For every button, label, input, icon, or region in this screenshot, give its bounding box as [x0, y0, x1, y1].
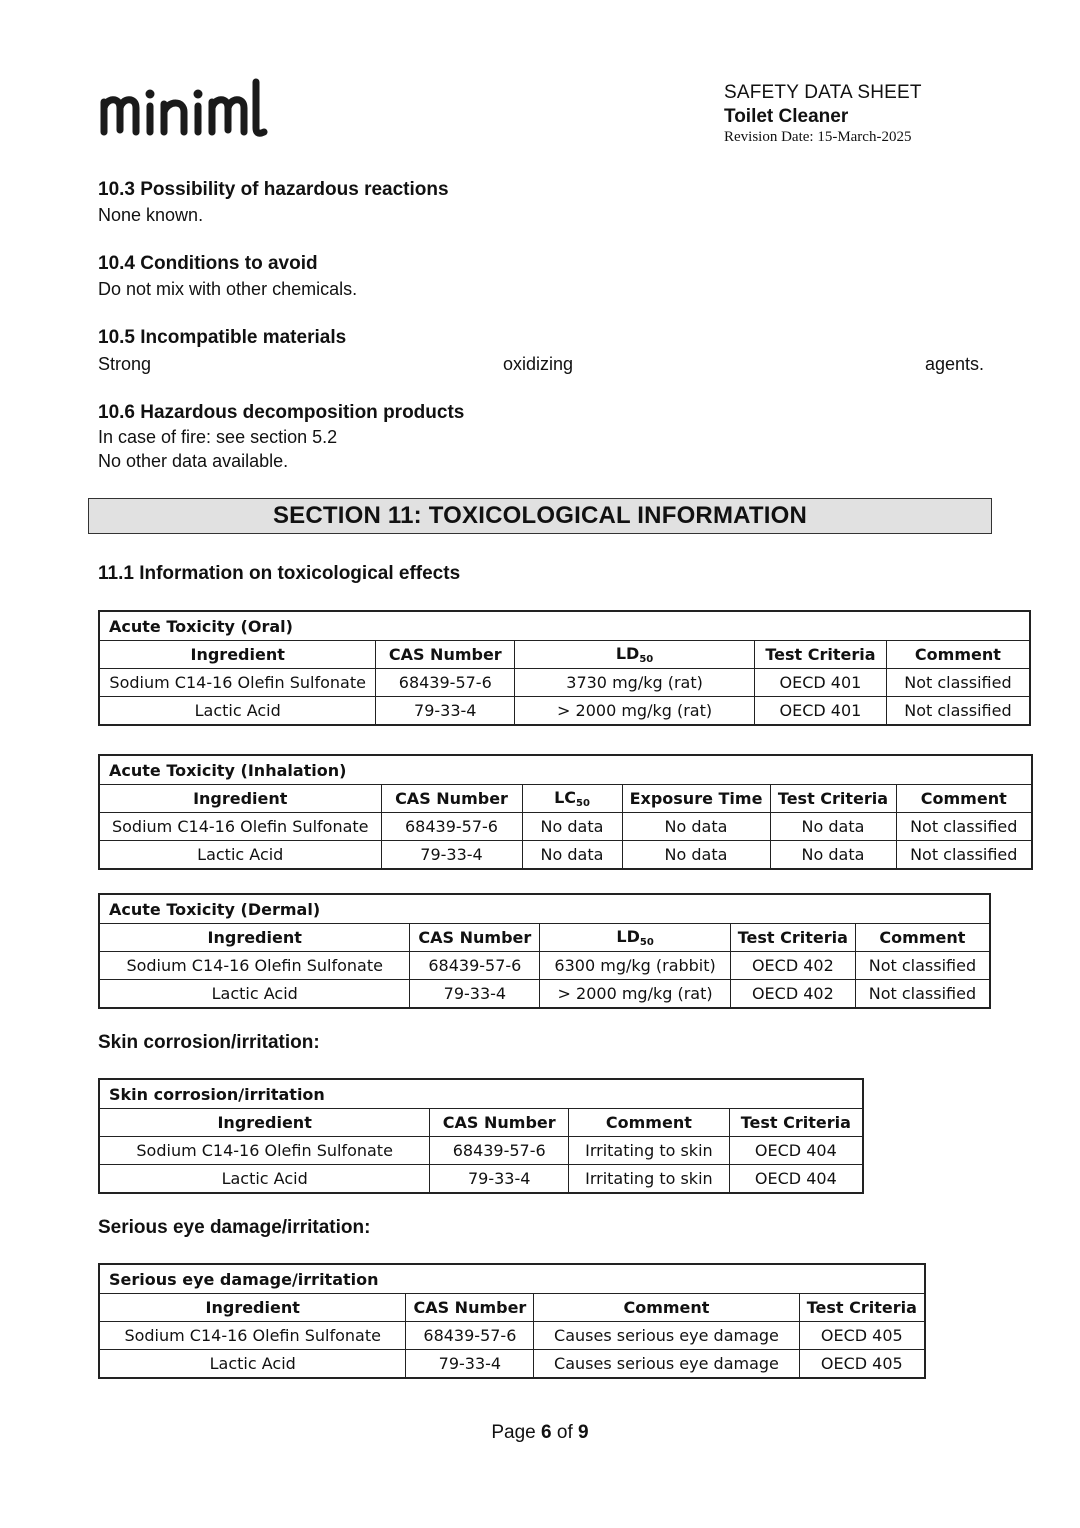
- table-cell: 79-33-4: [376, 697, 515, 726]
- text-10-6-line1: In case of fire: see section 5.2: [98, 427, 338, 447]
- table-cell: Not classified: [886, 697, 1030, 726]
- column-header: Exposure Time: [622, 785, 770, 813]
- table-cell: Sodium C14-16 Olefin Sulfonate: [99, 813, 381, 841]
- column-header-lc50: $LC_{50}$: [522, 785, 622, 813]
- table-caption: Serious eye damage/irritation: [99, 1264, 925, 1294]
- table-cell: 79-33-4: [430, 1165, 569, 1194]
- text-10-4: Do not mix with other chemicals.: [98, 279, 358, 299]
- heading-11-1: 11.1 Information on toxicological effects: [98, 563, 461, 584]
- text-10-5-word: oxidizing: [502, 354, 574, 374]
- table-cell: No data: [522, 841, 622, 870]
- table-cell: Irritating to skin: [569, 1137, 730, 1165]
- table-cell: Not classified: [896, 813, 1032, 841]
- table-header-row: [99, 785, 1032, 813]
- column-header: Test Criteria: [730, 924, 855, 952]
- table-cell: No data: [622, 841, 770, 870]
- table-cell: Sodium C14-16 Olefin Sulfonate: [99, 952, 410, 980]
- table-eye-damage: [98, 1263, 926, 1379]
- table-row: [99, 1165, 863, 1194]
- table-cell: Lactic Acid: [99, 841, 381, 870]
- column-header: Ingredient: [99, 785, 381, 813]
- table-cell: 79-33-4: [410, 980, 540, 1009]
- table-cell: > 2000 mg/kg (rat): [540, 980, 731, 1009]
- column-header: Test Criteria: [754, 641, 886, 669]
- table-acute-oral: [98, 610, 1031, 726]
- table-cell: Lactic Acid: [99, 1350, 406, 1379]
- table-header-row: [99, 924, 990, 952]
- table-row: [99, 1350, 925, 1379]
- table-cell: 68439-57-6: [376, 669, 515, 697]
- column-header: Ingredient: [99, 1109, 430, 1137]
- table-row: [99, 1322, 925, 1350]
- table-cell: 79-33-4: [406, 1350, 534, 1379]
- table-cell: No data: [770, 813, 896, 841]
- column-header: Test Criteria: [799, 1294, 925, 1322]
- table-cell: Irritating to skin: [569, 1165, 730, 1194]
- text-10-5-word: agents.: [924, 354, 984, 374]
- text-10-5-word: Strong: [98, 354, 152, 374]
- table-cell: Sodium C14-16 Olefin Sulfonate: [99, 1137, 430, 1165]
- table-cell: No data: [522, 813, 622, 841]
- table-acute-inhalation: [98, 754, 1033, 870]
- table-cell: Not classified: [855, 952, 990, 980]
- table-row: [99, 841, 1032, 870]
- column-header: Ingredient: [99, 641, 376, 669]
- table-header-row: [99, 1294, 925, 1322]
- column-header: Test Criteria: [770, 785, 896, 813]
- table-row: [99, 952, 990, 980]
- table-cell: No data: [770, 841, 896, 870]
- column-header: Comment: [886, 641, 1030, 669]
- table-cell: Not classified: [886, 669, 1030, 697]
- table-header-row: [99, 641, 1030, 669]
- table-cell: 68439-57-6: [410, 952, 540, 980]
- column-header: CAS Number: [376, 641, 515, 669]
- heading-10-5: 10.5 Incompatible materials: [98, 327, 347, 348]
- column-header: Comment: [896, 785, 1032, 813]
- table-cell: 68439-57-6: [381, 813, 522, 841]
- table-cell: Lactic Acid: [99, 980, 410, 1009]
- table-cell: OECD 402: [730, 952, 855, 980]
- column-header: Ingredient: [99, 1294, 406, 1322]
- column-header: Comment: [569, 1109, 730, 1137]
- document-type: SAFETY DATA SHEET: [724, 82, 922, 103]
- column-header: CAS Number: [410, 924, 540, 952]
- table-cell: Not classified: [896, 841, 1032, 870]
- heading-10-3: 10.3 Possibility of hazardous reactions: [98, 179, 449, 200]
- table-cell: OECD 405: [799, 1350, 925, 1379]
- table-cell: Causes serious eye damage: [534, 1322, 799, 1350]
- page-label: Page: [491, 1422, 536, 1443]
- table-cell: 68439-57-6: [406, 1322, 534, 1350]
- column-header: Comment: [534, 1294, 799, 1322]
- table-cell: OECD 404: [729, 1165, 863, 1194]
- table-cell: 79-33-4: [381, 841, 522, 870]
- heading-skin-corrosion: Skin corrosion/irritation:: [98, 1032, 320, 1053]
- text-10-3: None known.: [98, 205, 204, 225]
- column-header: CAS Number: [381, 785, 522, 813]
- table-row: [99, 1137, 863, 1165]
- table-caption: Skin corrosion/irritation: [99, 1079, 863, 1109]
- revision-date: Revision Date: 15-March-2025: [724, 129, 912, 145]
- brand-logo: [98, 68, 268, 152]
- text-10-5: [98, 352, 984, 376]
- table-caption: Acute Toxicity (Dermal): [99, 894, 990, 924]
- column-header-ld50: $LD_{50}$: [540, 924, 731, 952]
- table-row: [99, 980, 990, 1009]
- column-header: Test Criteria: [729, 1109, 863, 1137]
- table-cell: OECD 401: [754, 697, 886, 726]
- section-11-banner: SECTION 11: TOXICOLOGICAL INFORMATION: [88, 498, 992, 534]
- table-cell: > 2000 mg/kg (rat): [515, 697, 755, 726]
- page-current: 6: [541, 1422, 552, 1443]
- table-cell: Sodium C14-16 Olefin Sulfonate: [99, 1322, 406, 1350]
- heading-10-4: 10.4 Conditions to avoid: [98, 253, 318, 274]
- table-cell: 6300 mg/kg (rabbit): [540, 952, 731, 980]
- column-header: CAS Number: [430, 1109, 569, 1137]
- heading-eye-damage: Serious eye damage/irritation:: [98, 1217, 371, 1238]
- table-skin-corrosion: [98, 1078, 864, 1194]
- table-caption: Acute Toxicity (Oral): [99, 611, 1030, 641]
- table-row: [99, 813, 1032, 841]
- table-row: [99, 697, 1030, 726]
- product-name: Toilet Cleaner: [724, 106, 849, 127]
- page-total: 9: [578, 1422, 589, 1443]
- page-of: of: [556, 1422, 573, 1443]
- table-cell: OECD 405: [799, 1322, 925, 1350]
- table-caption: Acute Toxicity (Inhalation): [99, 755, 1032, 785]
- table-acute-dermal: [98, 893, 991, 1009]
- column-header: Ingredient: [99, 924, 410, 952]
- column-header: Comment: [855, 924, 990, 952]
- table-cell: Not classified: [855, 980, 990, 1009]
- column-header-ld50: $LD_{50}$: [515, 641, 755, 669]
- table-row: [99, 669, 1030, 697]
- text-10-6-line2: No other data available.: [98, 451, 289, 471]
- table-cell: OECD 402: [730, 980, 855, 1009]
- table-cell: Sodium C14-16 Olefin Sulfonate: [99, 669, 376, 697]
- table-cell: 68439-57-6: [430, 1137, 569, 1165]
- table-cell: No data: [622, 813, 770, 841]
- table-cell: OECD 401: [754, 669, 886, 697]
- table-header-row: [99, 1109, 863, 1137]
- table-cell: Lactic Acid: [99, 697, 376, 726]
- table-cell: 3730 mg/kg (rat): [515, 669, 755, 697]
- table-cell: Causes serious eye damage: [534, 1350, 799, 1379]
- page-footer: [0, 1422, 1080, 1444]
- table-cell: OECD 404: [729, 1137, 863, 1165]
- column-header: CAS Number: [406, 1294, 534, 1322]
- heading-10-6: 10.6 Hazardous decomposition products: [98, 402, 465, 423]
- table-cell: Lactic Acid: [99, 1165, 430, 1194]
